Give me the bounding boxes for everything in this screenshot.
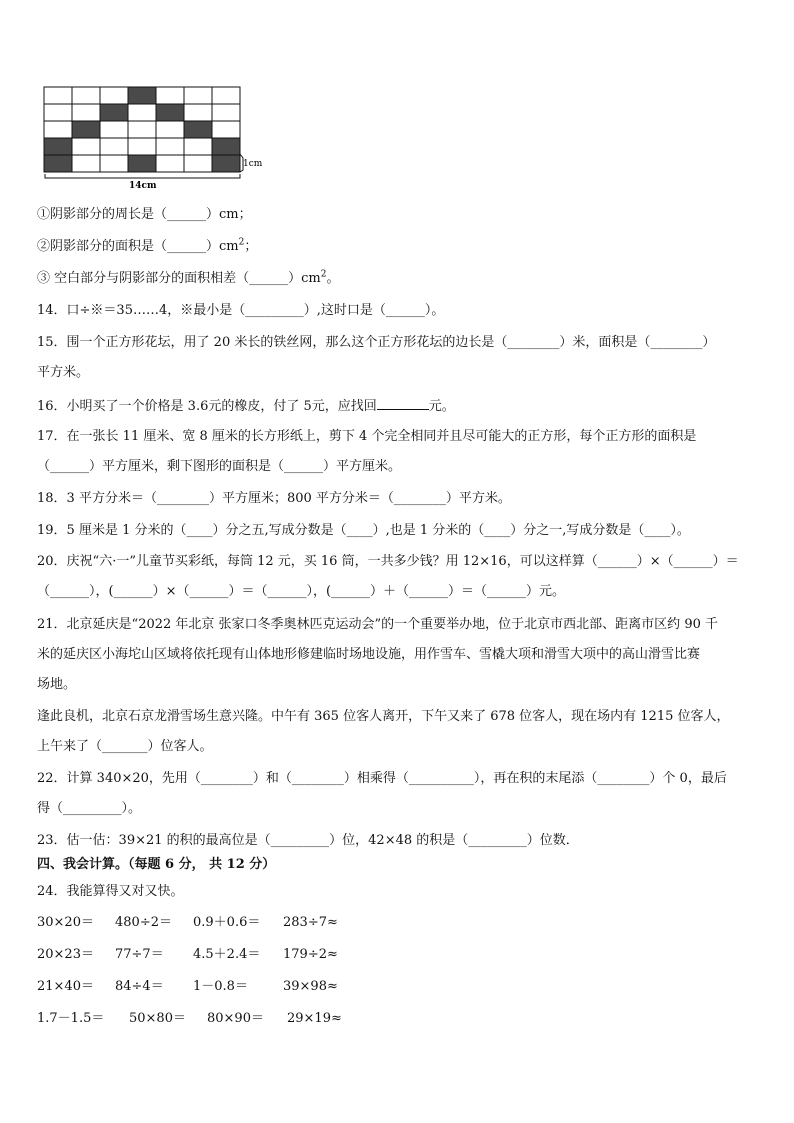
blank-cell: [100, 155, 128, 172]
blank-cell: [100, 138, 128, 155]
question-21-line2: 米的延庆区小海坨山区域将依托现有山体地形修建临时场地设施，用作雪车、雪橇大项和滑雪大项中的高山滑雪比赛: [37, 647, 701, 662]
blank-cell: [184, 155, 212, 172]
blank-cell: [128, 121, 156, 138]
q13-part3-text: ③ 空白部分与阴影部分的面积相差（______）cm: [37, 271, 321, 286]
grid-cells: [44, 87, 240, 172]
question-14: 14．口÷※＝35……4，※最小是（_________）,这时口是（______）。: [37, 303, 445, 318]
question-16-end: 元。: [428, 399, 455, 414]
shaded-cell: [128, 155, 156, 172]
q13-part1: ①阴影部分的周长是（______）cm；: [37, 207, 252, 222]
shaded-cell: [156, 104, 184, 121]
blank-cell: [44, 87, 72, 104]
shaded-cell: [212, 155, 240, 172]
calc-item: 50×80＝: [129, 1011, 186, 1026]
width-label: 14cm: [129, 181, 157, 191]
blank-cell: [72, 104, 100, 121]
blank-cell: [212, 104, 240, 121]
q13-part2-sup: 2: [238, 237, 245, 248]
blank-cell: [184, 138, 212, 155]
question-23: 23．估一估：39×21 的积的最高位是（_________）位，42×48 的积是（_________）位数．: [37, 833, 579, 848]
answer-blank[interactable]: [377, 396, 429, 410]
shaded-cell: [100, 104, 128, 121]
calc-item: 1.7－1.5＝: [37, 1011, 105, 1026]
blank-cell: [156, 138, 184, 155]
calc-item: 480÷2＝: [115, 915, 172, 930]
section-4-heading: 四、我会计算。（每题 6 分， 共 12 分）: [37, 857, 276, 872]
question-18: 18．3 平方分米＝（________）平方厘米；800 平方分米＝（________）平方米。: [37, 491, 511, 506]
width-bracket: [45, 174, 240, 178]
calc-item: 20×23＝: [37, 947, 94, 962]
calc-item: 29×19≈: [287, 1011, 342, 1026]
question-17-line2: （______）平方厘米，剩下图形的面积是（______）平方厘米。: [37, 459, 402, 474]
question-16: [37, 396, 455, 416]
blank-cell: [44, 121, 72, 138]
blank-cell: [156, 121, 184, 138]
blank-cell: [72, 87, 100, 104]
blank-cell: [156, 155, 184, 172]
blank-cell: [128, 138, 156, 155]
question-20-line1: 20．庆祝“六·一”儿童节买彩纸，每筒 12 元，买 16 筒，一共多少钱？用 12×16，可以这样算（______）×（______）＝: [37, 554, 739, 569]
question-21-line1: 21．北京延庆是“2022 年北京 张家口冬季奥林匹克运动会”的一个重要举办地，位于北京市西北部、距离市区约 90 千: [37, 617, 718, 632]
question-20-line2: （______），(______）×（______）＝（______），(______）＋（______）＝（______）元。: [37, 584, 566, 599]
question-17-line1: 17．在一张长 11 厘米、宽 8 厘米的长方形纸上，剪下 4 个完全相同并且尽可能大的正方形，每个正方形的面积是: [37, 429, 697, 444]
blank-cell: [212, 121, 240, 138]
blank-cell: [72, 138, 100, 155]
q13-part3-end: 。: [326, 271, 340, 286]
calc-item: 39×98≈: [283, 979, 338, 994]
calc-item: 21×40＝: [37, 979, 94, 994]
blank-cell: [44, 104, 72, 121]
blank-cell: [156, 87, 184, 104]
q13-part2-end: ；: [244, 239, 258, 254]
question-21-line3: 场地。: [37, 677, 77, 692]
calc-item: 1－0.8＝: [193, 979, 248, 994]
calc-item: 84÷4＝: [115, 979, 164, 994]
calc-item: 179÷2≈: [283, 947, 338, 962]
shaded-cell: [212, 138, 240, 155]
blank-cell: [184, 104, 212, 121]
shaded-cell: [128, 87, 156, 104]
height-label: 1cm: [243, 159, 263, 169]
question-19: 19．5 厘米是 1 分米的（____）分之五,写成分数是（____）,也是 1 分米的（____）分之一,写成分数是（____）。: [37, 523, 690, 538]
calc-item: 0.9＋0.6＝: [193, 915, 261, 930]
grid-figure: [43, 86, 273, 194]
blank-cell: [100, 87, 128, 104]
shaded-cell: [72, 121, 100, 138]
blank-cell: [212, 87, 240, 104]
blank-cell: [72, 155, 100, 172]
shaded-cell: [44, 138, 72, 155]
question-22-line1: 22．计算 340×20，先用（________）和（________）相乘得（__________），再在积的末尾添（________）个 0，最后: [37, 771, 727, 786]
question-21-line5: 上午来了（_______）位客人。: [37, 739, 213, 754]
shaded-cell: [184, 121, 212, 138]
q13-part3: [37, 270, 340, 288]
question-22-line2: 得（_________）。: [37, 801, 142, 816]
calc-item: 77÷7＝: [115, 947, 164, 962]
question-21-line4: 逢此良机，北京石京龙滑雪场生意兴隆。中午有 365 位客人离开，下午又来了 678 位客人，现在场内有 1215 位客人，: [37, 709, 730, 724]
question-15-line2: 平方米。: [37, 365, 90, 380]
blank-cell: [184, 87, 212, 104]
q13-part3-sup: 2: [320, 269, 327, 280]
blank-cell: [100, 121, 128, 138]
calc-item: 283÷7≈: [283, 915, 338, 930]
calc-item: 4.5＋2.4＝: [193, 947, 261, 962]
shaded-cell: [44, 155, 72, 172]
question-16-text: 16．小明买了一个价格是 3.6元的橡皮，付了 5元，应找回: [37, 399, 377, 414]
q13-part2: [37, 238, 257, 256]
blank-cell: [128, 104, 156, 121]
question-15-line1: 15．围一个正方形花坛，用了 20 米长的铁丝网，那么这个正方形花坛的边长是（________）米，面积是（________）: [37, 335, 716, 350]
calc-item: 80×90＝: [207, 1011, 264, 1026]
q13-part2-text: ②阴影部分的面积是（______）cm: [37, 239, 239, 254]
calc-item: 30×20＝: [37, 915, 94, 930]
question-24: 24．我能算得又对又快。: [37, 884, 184, 899]
